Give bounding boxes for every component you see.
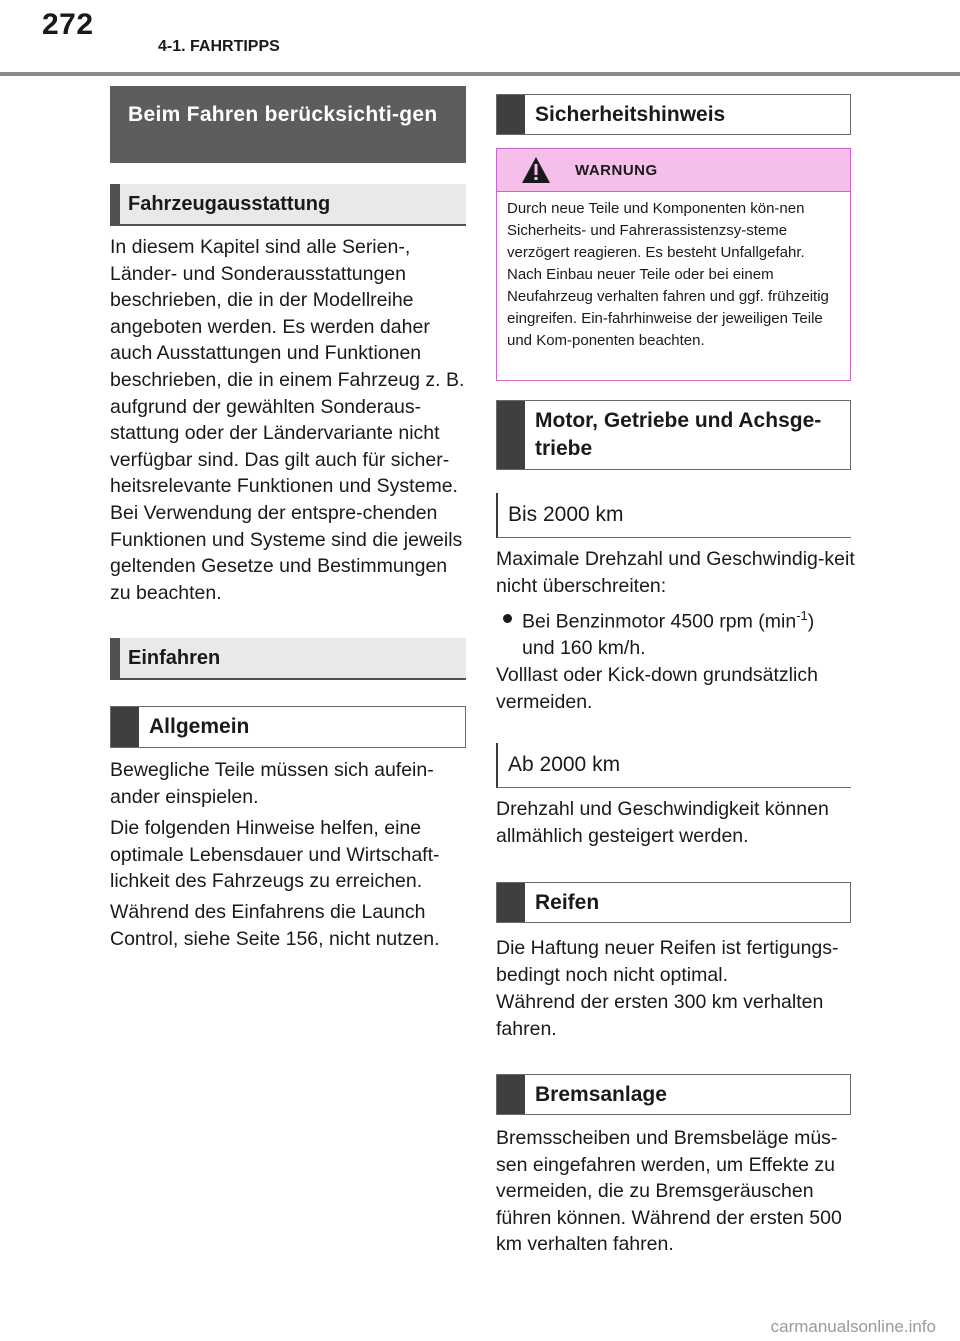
title-bar-marker (497, 1075, 525, 1114)
warning-triangle-icon (521, 156, 551, 184)
warning-box (496, 148, 851, 381)
bullet-dot (503, 614, 512, 623)
bullet-superscript: -1 (796, 608, 808, 623)
paragraph-bis-2000-intro: Maximale Drehzahl und Geschwindig-keit nicht überschreiten: (496, 548, 855, 597)
subsection-title-text: Allgemein (149, 715, 250, 738)
section-title-motor-getriebe (496, 400, 851, 470)
warning-header (497, 149, 850, 192)
title-bar-marker (497, 95, 525, 134)
section-title-einfahren: Einfahren (110, 638, 466, 680)
section-title-fahrzeugausstattung: Fahrzeugausstattung (110, 184, 466, 226)
watermark: carmanualsonline.info (770, 1317, 936, 1336)
paragraph-bremsanlage: Bremsscheiben und Bremsbeläge müs-sen eingefahren werden, um Effekte zu vermeiden, die zu Bremsgeräuschen führen können. Während der ersten 500 km verhalten fahren. (496, 1127, 842, 1256)
section-title-text: Reifen (535, 890, 600, 914)
bullet-benzinmotor (522, 603, 862, 662)
subsection-title-allgemein (110, 706, 466, 748)
title-bar-marker (111, 707, 139, 747)
paragraph-reifen-1: Die Haftung neuer Reifen ist fertigungs-bedingt noch nicht optimal. (496, 937, 839, 986)
paragraph-einfahren-2: Die folgenden Hinweise helfen, eine optimale Lebensdauer und Wirtschaft-lichkeit des Fahrzeugs zu erreichen. (110, 817, 440, 893)
page-number: 272 (42, 8, 94, 41)
section-title-text: Bremsanlage (535, 1082, 667, 1106)
paragraph-ab-2000: Drehzahl und Geschwindigkeit können allmählich gesteigert werden. (496, 798, 829, 847)
paragraph-fahrzeugausstattung: In diesem Kapitel sind alle Serien-, Länder- und Sonderausstattungen beschrieben, die in der Modellreihe angeboten werden. Es werden daher auch Ausstattungen und Funktionen beschrieben, die in einem Fahrzeug z. B. aufgrund der gewählten Sonderaus-stattung oder der Ländervariante nicht verfügbar sind. Das gilt auch für sicher-heitsrelevante Funktionen und Systeme. Bei Verwendung der entspre-chenden Funktionen und Systeme sind die jeweils geltenden Gesetze und Bestimmungen zu beachten. (110, 236, 465, 604)
warning-text: Durch neue Teile und Komponenten kön-nen Sicherheits- und Fahrerassistenzsy-steme verzögert reagieren. Es besteht Unfallgefahr. Nach Einbau neuer Teile oder bei einem Neufahrzeug verhalten fahren und ggf. frühzeitig eingreifen. Ein-fahrhinweise der jeweiligen Teile und Kom-ponenten beachten. (507, 200, 829, 349)
bullet-line-2: und 160 km/h. (522, 637, 646, 660)
title-bar-marker (497, 883, 525, 922)
subsection-title-ab-2000: Ab 2000 km (496, 743, 851, 788)
section-title-reifen (496, 882, 851, 923)
section-title-bremsanlage (496, 1074, 851, 1115)
paragraph-reifen-2: Während der ersten 300 km verhalten fahren. (496, 991, 824, 1040)
paragraph-einfahren-1: Bewegliche Teile müssen sich aufein-ander einspielen. (110, 759, 434, 808)
section-title-sicherheitshinweis (496, 94, 851, 135)
section-title-text: Sicherheitshinweis (535, 102, 726, 126)
main-section-title: Beim Fahren berücksichti-gen (110, 86, 466, 163)
bullet-text-pre: Bei Benzinmotor 4500 rpm (min (522, 610, 797, 633)
header-divider (0, 72, 960, 76)
paragraph-bis-2000-after: Volllast oder Kick-down grundsätzlich vermeiden. (496, 664, 818, 713)
bullet-line-1 (522, 603, 862, 635)
bullet-text-post: ) (807, 610, 815, 633)
subsection-title-bis-2000: Bis 2000 km (496, 493, 851, 538)
paragraph-einfahren-3: Während des Einfahrens die Launch Control, siehe Seite 156, nicht nutzen. (110, 901, 440, 950)
title-bar-marker (497, 401, 525, 469)
warning-label: WARNUNG (575, 161, 658, 179)
chapter-title: 4-1. FAHRTIPPS (158, 38, 280, 55)
section-title-text: Motor, Getriebe und Achsge-triebe (535, 409, 822, 460)
